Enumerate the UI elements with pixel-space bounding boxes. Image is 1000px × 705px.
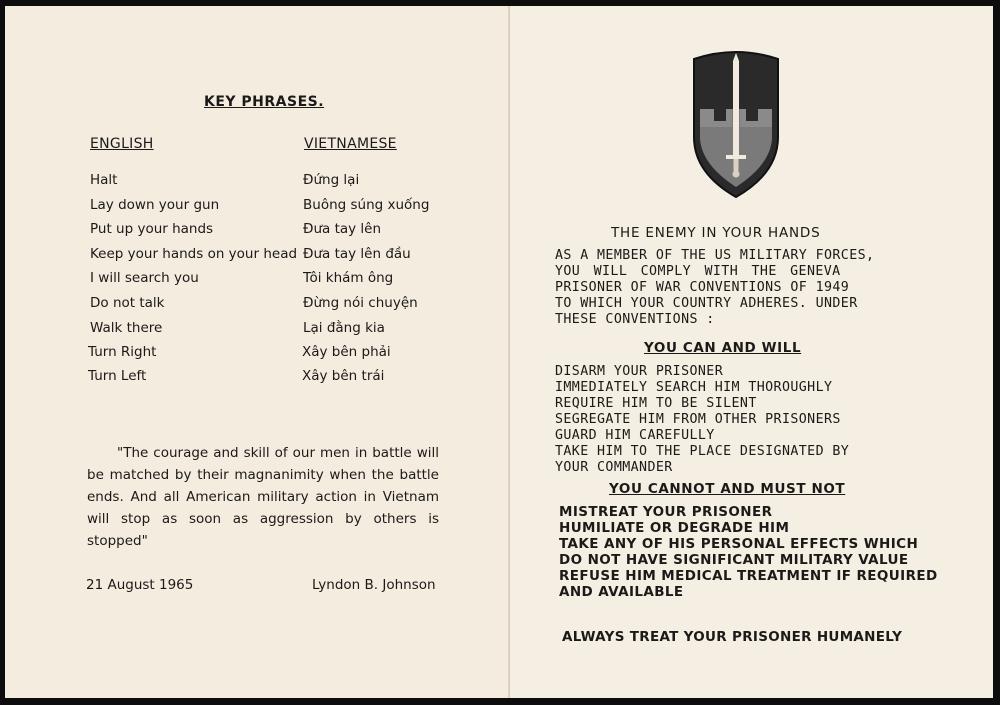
phrase-english: Turn Right: [88, 344, 157, 360]
phrase-vietnamese: Tôi khám ông: [303, 270, 394, 286]
quote-date: 21 August 1965: [86, 577, 194, 593]
phrase-english: Lay down your gun: [90, 197, 220, 213]
phrase-vietnamese: Buông súng xuống: [303, 197, 430, 213]
cannot-line: HUMILIATE OR DEGRADE HIM: [559, 520, 790, 536]
phrase-vietnamese: Đứng lại: [303, 172, 360, 188]
key-phrases-panel: [5, 6, 510, 698]
phrase-english: Walk there: [90, 320, 163, 336]
intro-line: TO WHICH YOUR COUNTRY ADHERES. UNDER: [555, 296, 858, 311]
phrase-vietnamese: Xây bên phải: [302, 344, 391, 360]
phrase-vietnamese: Đừng nói chuyện: [303, 295, 418, 311]
cannot-line: MISTREAT YOUR PRISONER: [559, 504, 773, 520]
can-line: DISARM YOUR PRISONER: [555, 364, 724, 379]
phrase-english: I will search you: [90, 270, 199, 286]
vietnamese-column-header: VIETNAMESE: [304, 136, 397, 152]
phrase-vietnamese: Xây bên trái: [302, 368, 385, 384]
can-line: GUARD HIM CAREFULLY: [555, 428, 715, 443]
johnson-quote: "The courage and skill of our men in battle will be matched by their magnanimity when the battle ends. And all American military action in Vietnam will stop as soon as aggression by others is stopped": [87, 445, 439, 549]
phrase-vietnamese: Lại đằng kia: [303, 320, 385, 336]
can-line: SEGREGATE HIM FROM OTHER PRISONERS: [555, 412, 841, 427]
pow-card: [5, 6, 993, 698]
cannot-line: DO NOT HAVE SIGNIFICANT MILITARY VALUE: [559, 552, 909, 568]
phrase-english: Keep your hands on your head: [90, 246, 298, 262]
cannot-line: REFUSE HIM MEDICAL TREATMENT IF REQUIRED: [559, 568, 938, 584]
enemy-in-your-hands-panel: [510, 6, 993, 698]
phrase-english: Put up your hands: [90, 221, 214, 237]
cannot-and-must-not-heading: YOU CANNOT AND MUST NOT: [609, 481, 846, 497]
can-and-will-heading: YOU CAN AND WILL: [644, 340, 802, 356]
can-line: TAKE HIM TO THE PLACE DESIGNATED BY: [555, 444, 850, 459]
intro-line: PRISONER OF WAR CONVENTIONS OF 1949: [555, 280, 850, 295]
can-line: REQUIRE HIM TO BE SILENT: [555, 396, 757, 411]
sword-shield-icon: [686, 47, 786, 199]
phrase-english: Turn Left: [88, 368, 147, 384]
english-column-header: ENGLISH: [90, 136, 154, 152]
can-line: YOUR COMMANDER: [555, 460, 673, 475]
intro-line: AS A MEMBER OF THE US MILITARY FORCES,: [555, 248, 875, 263]
can-line: IMMEDIATELY SEARCH HIM THOROUGHLY: [555, 380, 833, 395]
key-phrases-title: KEY PHRASES.: [204, 94, 325, 110]
enemy-title: THE ENEMY IN YOUR HANDS: [611, 225, 821, 241]
cannot-line: TAKE ANY OF HIS PERSONAL EFFECTS WHICH: [559, 536, 919, 552]
phrase-english: Halt: [90, 172, 118, 188]
cannot-line: AND AVAILABLE: [559, 584, 684, 600]
phrase-vietnamese: Đưa tay lên: [303, 221, 382, 237]
phrase-vietnamese: Đưa tay lên đầu: [303, 246, 411, 262]
intro-line: THESE CONVENTIONS :: [555, 312, 715, 327]
phrase-english: Do not talk: [90, 295, 165, 311]
quote-signature: Lyndon B. Johnson: [312, 577, 436, 593]
intro-line: YOU WILL COMPLY WITH THE GENEVA: [555, 264, 841, 279]
closing-statement: ALWAYS TREAT YOUR PRISONER HUMANELY: [562, 629, 903, 645]
